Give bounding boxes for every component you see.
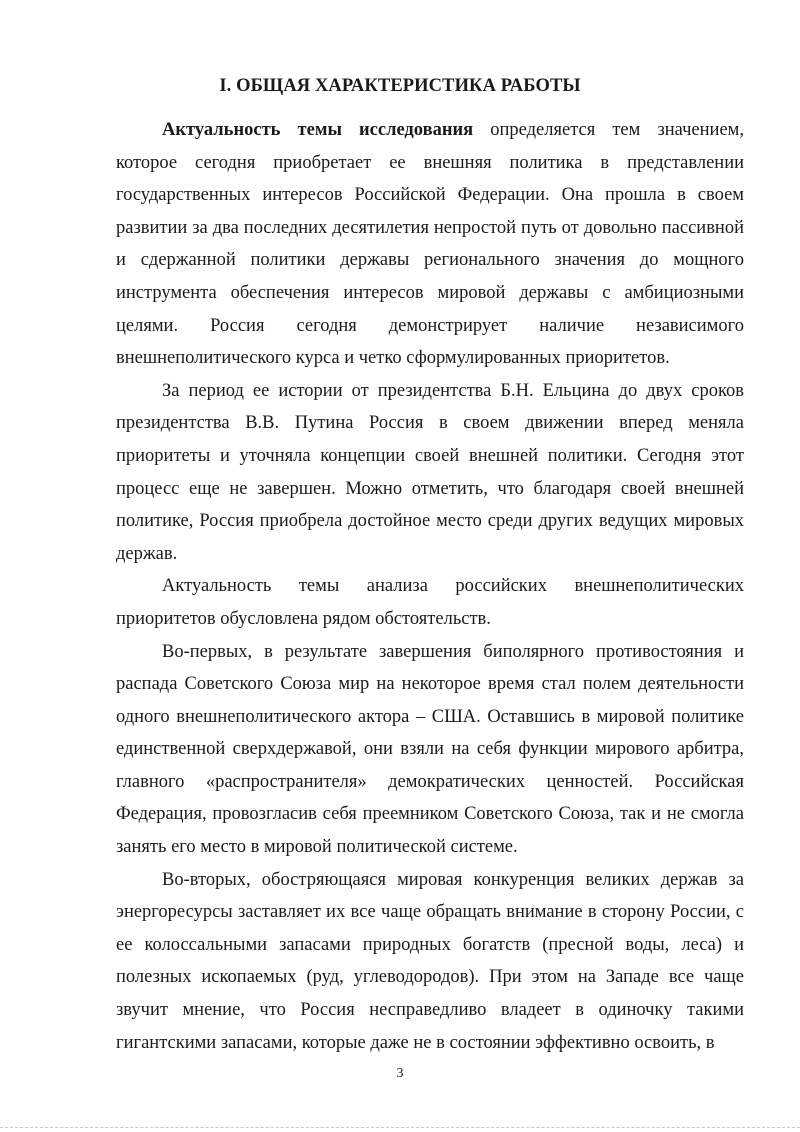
paragraph-4: Во-первых, в результате завершения биполярного противостояния и распада Советского Союза мир на некоторое время стал полем деятельности одного внешнеполитического актора – США. Оставшись в мировой политике единственной сверхдержавой, они взяли на себя функции мирового арбитра, главного «распространителя» демократических ценностей. Российская Федерация, провозгласив себя преемником Советского Союза, так и не смогла занять его место в мировой политической системе.: [116, 641, 744, 858]
paragraph-1-text: определяется тем значением, которое сегодня приобретает ее внешняя политика в представлении государственных интересов Российской Федерации. Она прошла в своем развитии за два последних десятилетия непростой путь от довольно пассивной и сдержанной политики державы регионального значения до мощного инструмента обеспечения интересов мировой державы с амбициозными целями. Россия сегодня демонстрирует наличие независимого внешнеполитического курса и четко сформулированных приоритетов.: [116, 120, 744, 369]
paragraph-2: За период ее истории от президентства Б.Н. Ельцина до двух сроков президентства В.В. Путина Россия в своем движении вперед меняла приоритеты и уточняла концепции своей внешней политики. Сегодня этот процесс еще не завершен. Можно отметить, что благодаря своей внешней политике, Россия приобрела достойное место среди других ведущих мировых держав.: [116, 380, 744, 564]
page-number: 3: [396, 1066, 404, 1081]
page-bottom-edge: [0, 1127, 800, 1128]
paragraph-lead: Актуальность темы исследования: [162, 120, 474, 140]
paragraph-3: Актуальность темы анализа российских внешнеполитических приоритетов обусловлена рядом обстоятельств.: [116, 576, 744, 629]
body-text: [116, 114, 744, 1059]
paragraph-5: Во-вторых, обостряющаяся мировая конкуренция великих держав за энергоресурсы заставляет их все чаще обращать внимание в сторону России, с ее колоссальными запасами природных богатств (пресной воды, леса) и полезных ископаемых (руд, углеводородов). При этом на Западе все чаще звучит мнение, что Россия несправедливо владеет в одиночку такими гигантскими запасами, которые даже не в состоянии эффективно освоить, в: [116, 869, 744, 1053]
paragraph-1: [116, 114, 744, 375]
section-title: I. ОБЩАЯ ХАРАКТЕРИСТИКА РАБОТЫ: [219, 76, 581, 96]
